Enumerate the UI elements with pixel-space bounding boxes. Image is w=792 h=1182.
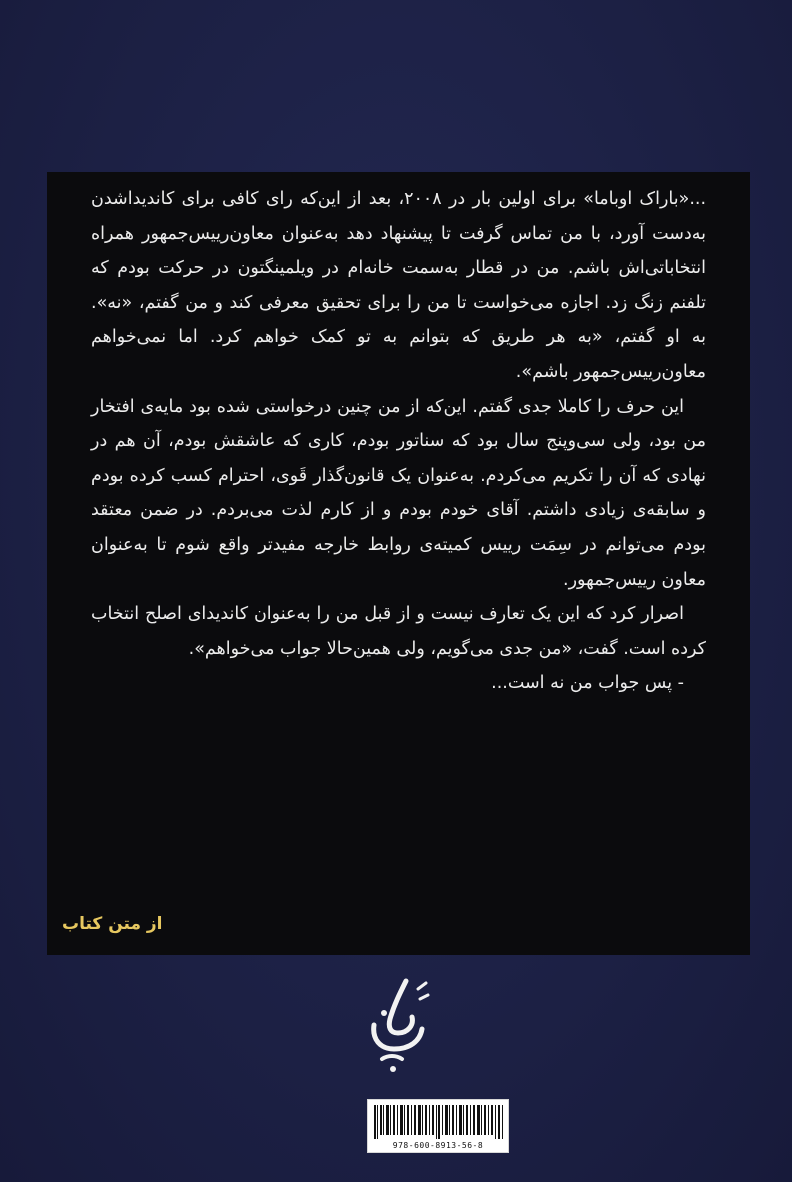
excerpt-paragraph-1: ...«باراک اوباما» برای اولین بار در ۲۰۰۸، بعد از این‌که رای کافی برای کاندیداشدن به‌دست آورد، با من تماس گرفت تا پیشنهاد دهد به‌عنوان معاون‌رییس‌جمهور همراه انتخاباتی‌اش باشم. من در قطار به‌سمت خانه‌ام در ویلمینگتون در حرکت بودم که تلفنم زنگ زد. اجازه می‌خواست تا من را برای تحقیق معرفی کند و من گفتم، «نه». به او گفتم، «به هر طریق که بتوانم به تو کمک خواهم کرد. اما نمی‌خواهم معاون‌رییس‌جمهور باشم». (91, 189, 707, 382)
excerpt-paragraph-4: - پس جواب من نه است... (491, 673, 684, 694)
isbn-number: 978-600-8913-56-8 (392, 1141, 484, 1150)
publisher-logo (360, 975, 432, 1085)
barcode-icon (374, 1105, 504, 1139)
excerpt-text (91, 182, 706, 701)
publisher-logo-icon (360, 975, 432, 1085)
excerpt-panel (47, 172, 750, 955)
excerpt-source-label: از متن کتاب (62, 914, 163, 934)
excerpt-paragraph-3: اصرار کرد که این یک تعارف نیست و از قبل من را به‌عنوان کاندیدای اصلح انتخاب کرده است. گفت، «من جدی می‌گویم، ولی همین‌حالا جواب می‌خواهم». (91, 604, 706, 659)
isbn-barcode (367, 1099, 509, 1153)
excerpt-paragraph-2: این حرف را کاملا جدی گفتم. این‌که از من چنین درخواستی شده بود مایه‌ی افتخار من بود، ولی سی‌وپنج سال بود که سناتور بودم، کاری که عاشقش بودم، آن هم در نهادی که آن را تکریم می‌کردم. به‌عنوان یک قانون‌گذار قَوی، احترام کسب کرده بودم و سابقه‌ی زیادی داشتم. آقای خودم بودم و از کارم لذت می‌بردم. در ضمن معتقد بودم می‌توانم در سِمَت رییس کمیته‌ی روابط خارجه مفیدتر واقع شوم تا به‌عنوان معاون رییس‌جمهور. (91, 396, 706, 590)
